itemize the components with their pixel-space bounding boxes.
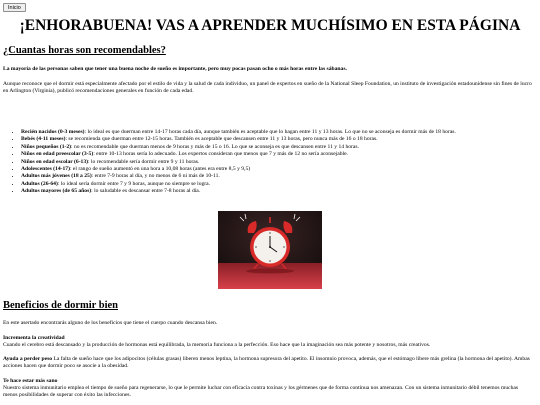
benefit-weight-paragraph	[3, 356, 533, 371]
list-item-label: Bebés (4-11 meses)	[21, 136, 66, 143]
list-item	[21, 151, 540, 158]
benefit-title-weight: Ayuda a perder peso	[3, 356, 53, 362]
list-item-text: : el rango de sueño aumentó en una hora a 10,08 horas (antes era entre 8,5 y 9,5)	[69, 166, 251, 173]
intro-bold-paragraph: La mayoría de las personas saben que tener una buena noche de sueño es importante, pero muy pocas pasan ocho o más horas entre las sábanas.	[3, 66, 347, 72]
list-item	[21, 173, 540, 180]
alarm-clock-illustration	[218, 211, 322, 289]
list-item-label: Adolescentes (14-17)	[21, 166, 70, 173]
inicio-button[interactable]: Inicio	[3, 3, 26, 12]
page-title: ¡ENHORABUENA! VAS A APRENDER MUCHÍSIMO EN ESTA PÁGINA	[19, 17, 521, 34]
intro-paragraph: Aunque reconoce que el dormir está especialmente afectado por el estilo de vida y la salud de cada individuo, un panel de expertos en sueño de la National Sleep Foundation, un instituto de investigación estadounidense sin fines de lucro en Arlington (Virginia), publicó recomendaciones generales en función de cada edad.	[3, 81, 532, 95]
list-item-text: : entre 10-13 horas sería lo adecuado. Los expertos consideran que menos que 7 y más de 12 no sería aconsejable.	[93, 151, 348, 158]
list-item	[21, 188, 540, 195]
list-item-label: Niños pequeños (1-2)	[21, 143, 72, 150]
clock-face-icon	[250, 227, 290, 267]
clock-shadow	[246, 269, 294, 274]
list-item-label: Recién nacidos (0-3 meses)	[21, 129, 85, 135]
benefit-title-creativity: Incrementa la creatividad	[3, 335, 65, 341]
list-item-text: : lo ideal sería dormir entre 7 y 9 horas, aunque no siempre se logra.	[57, 180, 211, 187]
list-item-text: : no es recomendable que duerman menos de 9 horas y más de 15 o 16. Lo que se aconseja es que descansen entre 11 y 14 horas.	[71, 143, 359, 150]
list-item-label: Niños en edad preescolar (3-5)	[21, 151, 94, 158]
list-item	[21, 136, 540, 143]
list-item	[21, 159, 540, 166]
list-item-label: Adultos mayores (de 65 años)	[21, 188, 92, 195]
list-item-label: Adultos (26-64)	[21, 180, 58, 187]
list-item-label: Niños en edad escolar (6-13)	[21, 158, 89, 165]
benefit-text-creativity: Cuando el cerebro está descansado y la producción de hormonas está equilibrada, la memoria funciona a la perfección. Eso hace que la imaginación sea más potente y nosotros, más creativos.	[3, 342, 431, 348]
list-item-text: : lo saludable es descansar entre 7-8 horas al día.	[91, 188, 201, 195]
benefit-text-health: Nuestro sistema inmunitario emplea el tiempo de sueño para regenerarse, lo que le permite luchar con eficacia contra toxinas y los gérmenes que de forma continua nos amenazan. Con un sistema inmunitario débil tenemos muchas menos posibilidades de superar con éxito las infecciones.	[3, 385, 519, 399]
age-recommendation-list	[13, 129, 540, 196]
benefits-intro: En este asertado encontrarás alguno de los beneficios que tiene el cuerpo cuando descansa bien.	[3, 320, 218, 326]
list-item-text: : se recomienda que duerman entre 12-15 horas. También es aceptable que descansen entre 11 y 13 horas, pero nunca más de 16 o 18 horas.	[65, 136, 378, 143]
benefit-title-health: Te hace estar más sano	[3, 378, 58, 384]
benefit-text-weight: La falta de sueño hace que los adipocitos (células grasas) liberen menos leptina, la hormona supresora del apetito. El insomnio provoca, además, que el estómago libere más grelina (la hormona del apetito). Ambas acciones hacen que dormir poco se asocie a la obesidad.	[3, 356, 530, 370]
section-heading-benefits: Beneficios de dormir bien	[3, 300, 119, 311]
list-item-text: : entre 7-9 horas al día, y no menos de 6 ni más de 10-11.	[91, 173, 220, 180]
list-item-text: : lo recomendable sería dormir entre 9 y 11 horas.	[88, 158, 200, 165]
section-heading-recommended-hours: ¿Cuantas horas son recomendables?	[3, 45, 166, 56]
list-item-text: : lo ideal es que duerman entre 14-17 horas cada día, aunque también es aceptable que lo hagan entre 11 y 13 horas. Lo que no se aconseja es dormir más de 18 horas.	[84, 129, 456, 135]
list-item-label: Adultos más jóvenes (18 a 25)	[21, 173, 92, 180]
